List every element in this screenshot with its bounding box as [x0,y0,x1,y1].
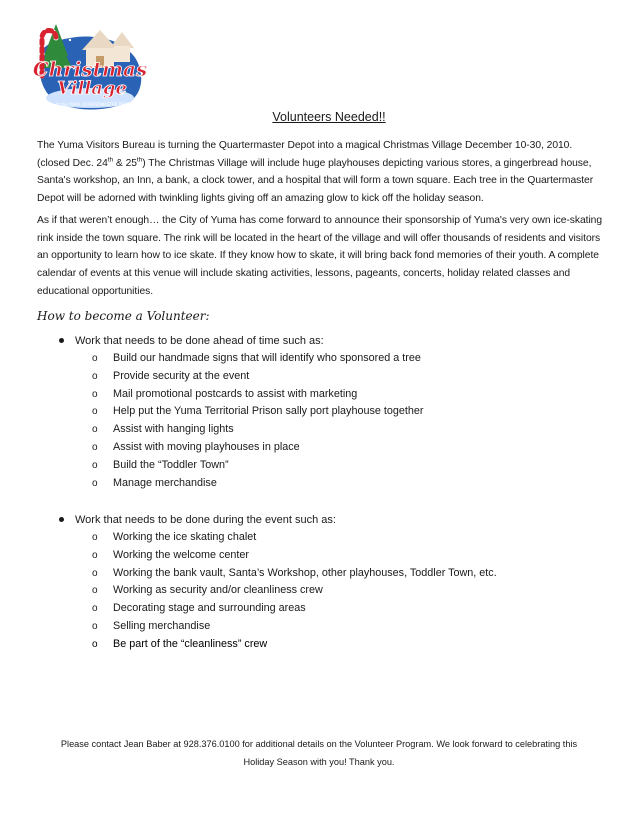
list-item: o Build our handmade signs that will identify who sponsored a tree [0,350,638,368]
page-title: Volunteers Needed!! [272,110,386,124]
bullet-heading-text: Work that needs to be done ahead of time such as: [75,335,324,347]
list-item: o Working the welcome center [0,547,638,565]
howto-heading: How to become a Volunteer: [37,309,210,323]
list-item: o Build the “Toddler Town” [0,457,638,475]
circle-bullet-icon: o [92,459,98,471]
list-item: o Assist with hanging lights [0,421,638,439]
circle-bullet-icon: o [92,549,98,561]
logo-line1: Christmas [32,57,148,81]
intro-text-b: & 25 [113,157,137,169]
intro-text-c: ) The Christmas Village will include huge playhouses depicting various stores, a gingerbread house, Santa's workshop, an Inn, a bank, a clock tower, and a hospital that will form a town square. Each tree in the Quartermaster Depot will be adorned with twinkling lights giving off an amazing glow to kick off the holiday season. [37,157,594,205]
circle-bullet-icon: o [92,603,98,615]
christmas-village-logo [30,18,148,114]
list-item: o Help put the Yuma Territorial Prison sally port playhouse together [0,403,638,421]
intro-paragraph [37,137,603,208]
ahead-of-time-section [0,332,638,492]
list-item: o Be part of the “cleanliness” crew [0,636,638,654]
ice-rink-paragraph [37,212,603,301]
circle-bullet-icon: o [92,585,98,597]
list-item: o Mail promotional postcards to assist with marketing [0,386,638,404]
intro-text-a: The Yuma Visitors Bureau is turning the Quartermaster Depot into a magical Christmas Village December 10-30, 2010. (closed Dec. 24 [37,140,573,169]
bullet-icon [59,338,64,343]
contact-footer [40,736,598,771]
list-item: o Selling merchandise [0,618,638,636]
circle-bullet-icon: o [92,441,98,453]
circle-bullet-icon: o [92,424,98,436]
list-item: o Working as security and/or cleanliness crew [0,582,638,600]
during-event-list [0,529,638,654]
list-item: o Manage merchandise [0,475,638,493]
logo-line2: Village [57,78,127,99]
circle-bullet-icon: o [92,620,98,632]
circle-bullet-icon: o [92,370,98,382]
circle-bullet-icon: o [92,353,98,364]
bullet-heading [0,332,638,350]
circle-bullet-icon: o [92,567,98,579]
list-item: o Provide security at the event [0,368,638,386]
contact-line-1: Please contact Jean Baber at 928.376.0100 for additional details on the Volunteer Program. We look forward to celebrating this [60,739,578,749]
list-item: o Decorating stage and surrounding areas [0,600,638,618]
circle-bullet-icon: o [92,388,98,400]
logo-tagline: at the YUMA QUARTERMASTER DEPOT [55,102,133,107]
list-item: o Working the ice skating chalet [0,529,638,547]
intro-sup-1: th [107,156,114,164]
circle-bullet-icon: o [92,406,98,418]
bullet-heading [0,511,638,529]
intro-sup-2: th [136,156,143,164]
ahead-of-time-list [0,350,638,492]
during-event-section [0,511,638,654]
bullet-heading-text: Work that needs to be done during the event such as: [75,514,336,526]
ice-rink-text: As if that weren’t enough… the City of Yuma has come forward to announce their sponsorship of Yuma's very own ice-skating rink inside the town square. The rink will be located in the heart of the village and will offer thousands of residents and visitors an opportunity to learn how to ice skate. If they know how to skate, it will bring back fond memories of their youth. A complete calendar of events at this venue will include skating activities, lessons, pageants, concerts, holiday related classes and educational opportunities. [37,215,603,297]
list-item: o Assist with moving playhouses in place [0,439,638,457]
circle-bullet-icon: o [92,532,98,543]
list-item: o Working the bank vault, Santa’s Workshop, other playhouses, Toddler Town, etc. [0,565,638,583]
contact-line-2: Holiday Season with you! Thank you. [243,756,395,767]
circle-bullet-icon: o [92,477,98,489]
circle-bullet-icon: o [92,638,98,650]
bullet-icon [59,517,64,522]
